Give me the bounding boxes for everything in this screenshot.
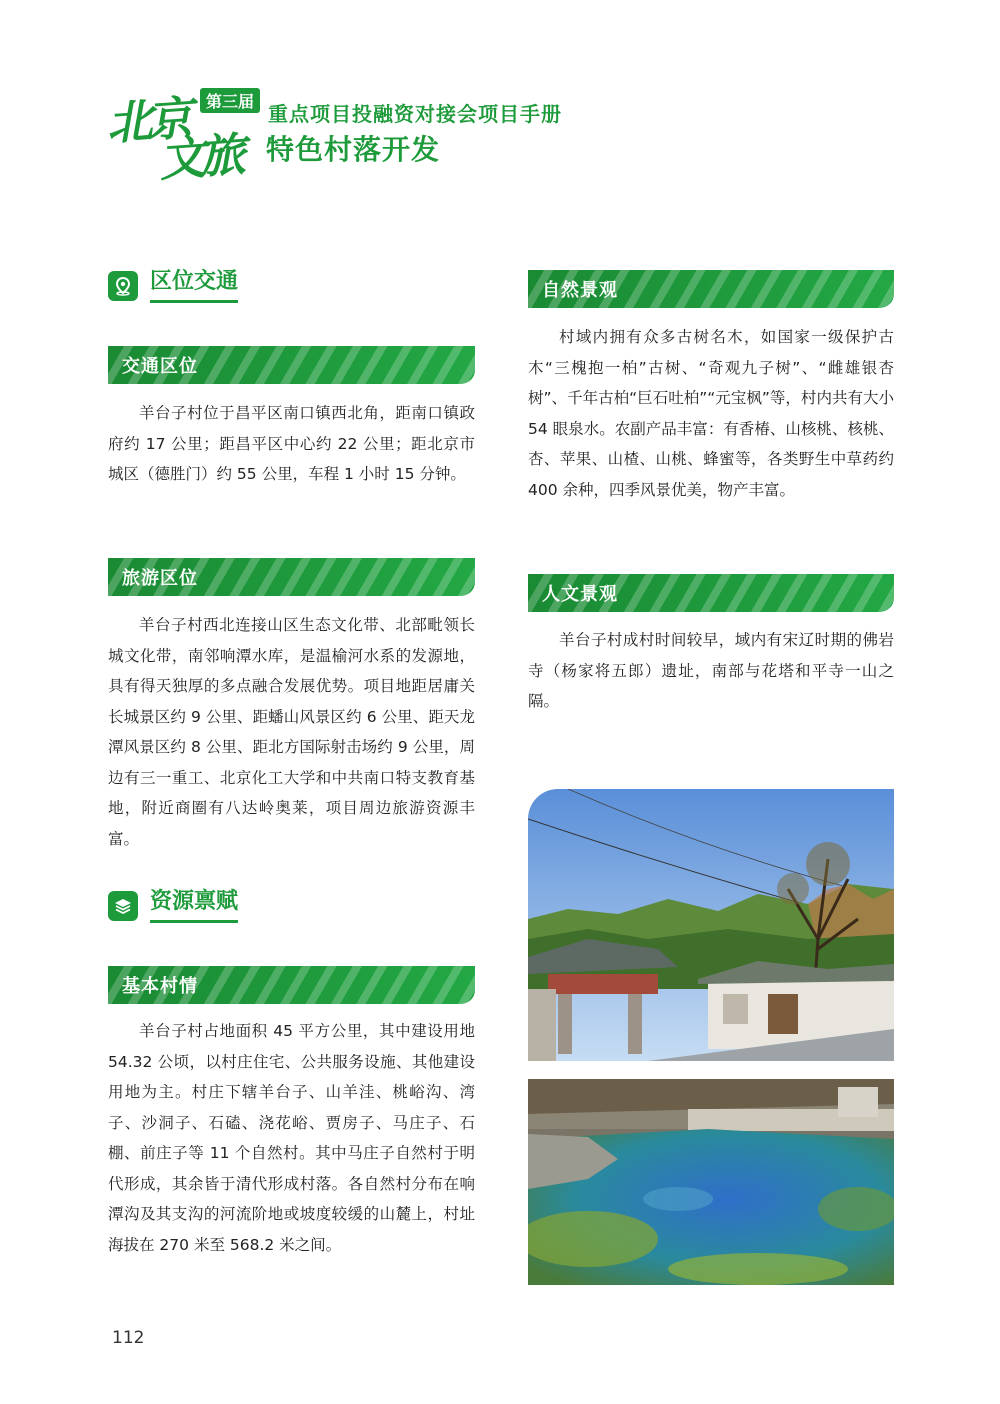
section-resources-heading <box>108 888 238 923</box>
village-info-bar <box>108 966 475 1004</box>
natural-landscape-label: 自然景观 <box>542 280 618 301</box>
location-pin-icon <box>108 271 138 301</box>
spring-pond-photo <box>528 1079 894 1285</box>
traffic-location-text: 羊台子村位于昌平区南口镇西北角，距南口镇政府约 17 公里；距昌平区中心约 22 公里；距北京市城区（德胜门）约 55 公里，车程 1 小时 15 分钟。 <box>108 404 475 483</box>
tourism-location-bar <box>108 558 475 596</box>
section-location-heading <box>108 268 238 303</box>
edition-badge: 第三届 <box>200 88 260 113</box>
logo-text-line2: 文旅 <box>157 127 242 187</box>
natural-landscape-bar <box>528 270 894 308</box>
section-resources-title: 资源禀赋 <box>150 888 238 923</box>
tourism-location-text: 羊台子村西北连接山区生态文化带、北部毗领长城文化带，南邻响潭水库，是温榆河水系的发源地，具有得天独厚的多点融合发展优势。项目地距居庸关长城景区约 9 公里、距蟠山风景区约 6 公里、距天龙潭风景区约 8 公里、距北方国际射击场约 9 公里，周边有三一重工、北京化工大学和中共南口特支教育基地，附近商圈有八达岭奥莱，项目周边旅游资源丰富。 <box>108 616 475 848</box>
document-title: 重点项目投融资对接会项目手册 <box>268 102 562 126</box>
event-logo <box>104 86 268 187</box>
tourism-location-label: 旅游区位 <box>122 568 198 589</box>
document-subtitle: 特色村落开发 <box>266 133 441 166</box>
layers-icon <box>108 891 138 921</box>
natural-landscape-text: 村域内拥有众多古树名木，如国家一级保护古木“三槐抱一柏”古树、“奇观九子树”、“雌雄银杏树”、千年古柏“巨石吐柏”“元宝枫”等，村内共有大小 54 眼泉水。农副产品丰富：有香椿、山核桃、核桃、杏、苹果、山楂、山桃、蜂蜜等，各类野生中草药约 400 余种，四季风景优美，物产丰富。 <box>528 328 894 499</box>
village-info-text: 羊台子村占地面积 45 平方公里，其中建设用地 54.32 公顷，以村庄住宅、公共服务设施、其他建设用地为主。村庄下辖羊台子、山羊洼、桃峪沟、湾子、沙洞子、石磕、浇花峪、贾房子、马庄子、石棚、前庄子等 11 个自然村。其中马庄子自然村于明代形成，其余皆于清代形成村落。各自然村分布在响潭沟及其支沟的河流阶地或坡度较缓的山麓上，村址海拔在 270 米至 568.2 米之间。 <box>108 1022 475 1254</box>
section-location-title: 区位交通 <box>150 268 238 303</box>
cultural-landscape-bar <box>528 574 894 612</box>
village-info-label: 基本村情 <box>122 976 198 997</box>
traffic-location-label: 交通区位 <box>122 356 198 377</box>
temple-gate-photo <box>528 789 894 1061</box>
logo-text-line1: 北京 <box>104 91 189 151</box>
cultural-landscape-label: 人文景观 <box>542 584 618 605</box>
traffic-location-bar <box>108 346 475 384</box>
cultural-landscape-text: 羊台子村成村时间较早，域内有宋辽时期的佛岩寺（杨家将五郎）遗址，南部与花塔和平寺一山之隔。 <box>528 631 894 710</box>
page-number: 112 <box>112 1328 145 1348</box>
